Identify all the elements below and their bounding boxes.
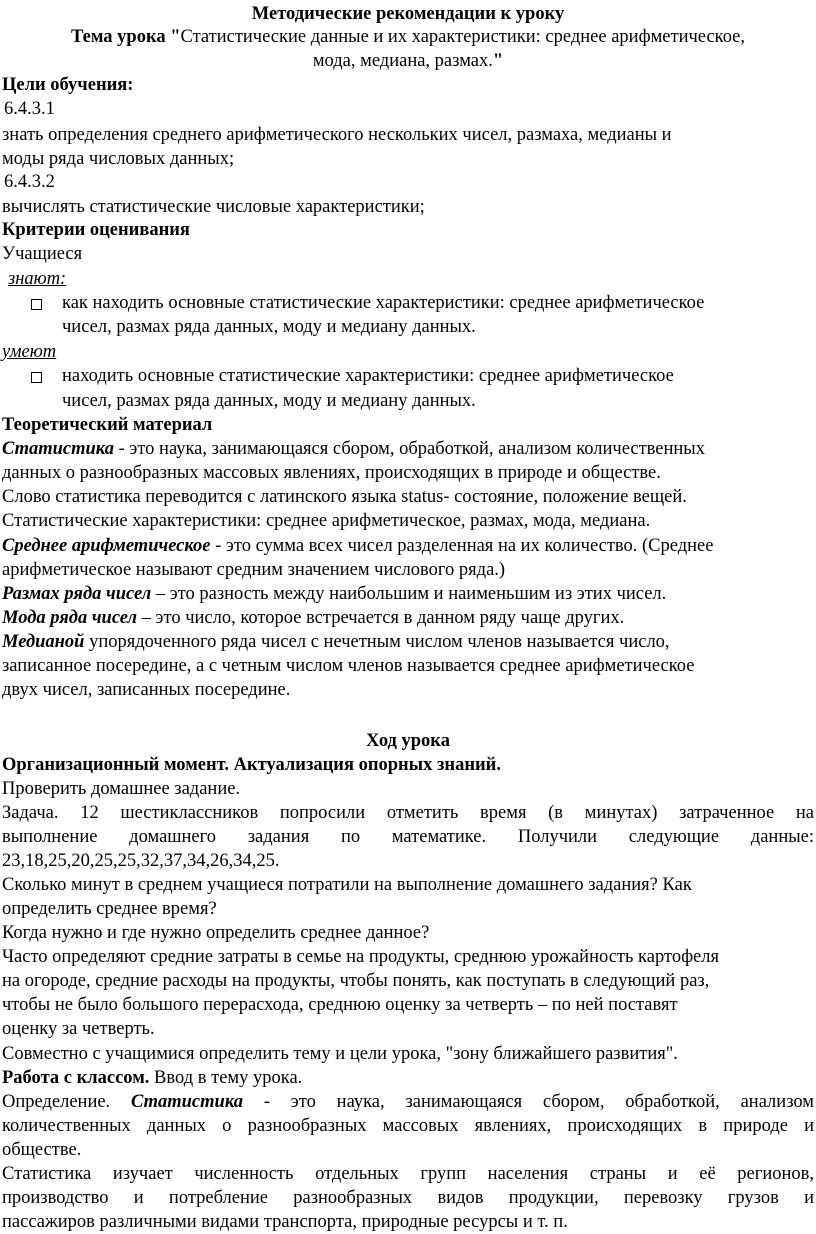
know-item-line-1: как находить основные статистические характеристики: среднее арифметическое	[62, 293, 705, 313]
characteristics-list: Статистические характеристики: среднее арифметическое, размах, мода, медиана.	[2, 511, 651, 531]
definition-line-2: количественных данных о разнообразных массовых явлениях, происходящих в природе и	[2, 1116, 814, 1136]
goal-code-1: 6.4.3.1	[4, 99, 55, 119]
document-title: Методические рекомендации к уроку	[251, 4, 565, 24]
task-line-2: выполнение домашнего задания по математике. Получили следующие данные:	[2, 827, 814, 847]
definition-text: - это наука, занимающаяся сбором, обработкой, анализом	[243, 1092, 814, 1112]
can-item-line-1: находить основные статистические характеристики: среднее арифметическое	[62, 366, 674, 386]
criteria-know-label: знают:	[8, 269, 67, 289]
lesson-topic-line-2	[0, 50, 816, 73]
median-definition-text: упорядоченного ряда чисел с нечетным числом членов называется число,	[84, 632, 670, 652]
goal-text-1-line-1: знать определения среднего арифметического нескольких чисел, размаха, медианы и	[2, 125, 672, 145]
goal-code-2: 6.4.3.2	[4, 172, 55, 192]
median-definition-line-3: двух чисел, записанных посередине.	[2, 680, 291, 700]
can-item-line-2: чисел, размах ряда данных, моду и медиану данных.	[62, 391, 476, 411]
homework-check: Проверить домашнее задание.	[2, 779, 241, 799]
bullet-square-icon	[31, 372, 42, 383]
criteria-students: Учащиеся	[2, 244, 83, 264]
topic-label: Тема урока "	[70, 27, 181, 47]
statistics-term: Статистика	[2, 439, 114, 459]
mean-term: Среднее арифметическое	[2, 536, 211, 556]
studies-line-1: Статистика изучает численность отдельных групп населения страны и её регионов,	[2, 1164, 814, 1184]
example-line-2: на огороде, средние расходы на продукты, чтобы понять, как поступать в следующий раз,	[2, 971, 710, 991]
studies-line-2: производство и потребление разнообразных видов продукции, перевозку грузов и	[2, 1188, 814, 1208]
range-term: Размах ряда чисел	[2, 584, 152, 604]
know-item-line-2: чисел, размах ряда данных, моду и медиану данных.	[62, 317, 476, 337]
task-line-1: Задача. 12 шестиклассников попросили отметить время (в минутах) затраченное на	[2, 803, 814, 823]
example-line-4: оценку за четверть.	[2, 1019, 155, 1039]
class-work	[2, 1067, 302, 1090]
class-work-text: Ввод в тему урока.	[149, 1068, 303, 1088]
goals-heading: Цели обучения:	[2, 75, 134, 95]
topic-text-1: Статистические данные и их характеристики: среднее арифметическое,	[180, 27, 746, 47]
statistics-definition-line-1	[2, 438, 705, 461]
definition-label: Определение.	[2, 1092, 132, 1112]
statistics-definition-line-2: данных о разнообразных массовых явлениях, происходящих в природе и обществе.	[2, 463, 661, 483]
statistics-definition-text: - это наука, занимающаяся сбором, обработкой, анализом количественных	[113, 439, 705, 459]
range-definition-text: – это разность между наибольшим и наименьшим из этих чисел.	[151, 584, 667, 604]
definition-line-3: обществе.	[2, 1140, 82, 1160]
mean-definition-text: - это сумма всех чисел разделенная на их количество. (Среднее	[210, 536, 714, 556]
class-work-label: Работа с классом.	[2, 1068, 150, 1088]
example-line-1: Часто определяют средние затраты в семье на продукты, среднюю урожайность картофеля	[2, 947, 720, 967]
topic-close: "	[492, 51, 504, 71]
word-origin: Слово статистика переводится с латинского языка status- состояние, положение вещей.	[2, 487, 687, 507]
theory-heading: Теоретический материал	[2, 415, 213, 435]
lesson-topic-line-1	[0, 26, 816, 49]
question-2: Когда нужно и где нужно определить среднее данное?	[2, 923, 430, 943]
mean-definition-line-1	[2, 535, 713, 558]
goal-text-2: вычислять статистические числовые характеристики;	[2, 197, 425, 217]
median-definition-line-1	[2, 631, 670, 654]
lesson-heading: Ход урока	[366, 731, 450, 751]
median-definition-line-2: записанное посередине, а с четным числом членов называется среднее арифметическое	[2, 656, 695, 676]
task-data: 23,18,25,20,25,25,32,37,34,26,34,25.	[2, 851, 280, 871]
question-1-line-2: определить среднее время?	[2, 899, 217, 919]
goal-text-1-line-2: моды ряда числовых данных;	[2, 149, 235, 169]
topic-determination: Совместно с учащимися определить тему и цели урока, "зону ближайшего развития".	[2, 1044, 678, 1064]
mean-definition-line-2: арифметическое называют средним значением числового ряда.)	[2, 560, 506, 580]
mode-definition-text: – это число, которое встречается в данном ряду чаще других.	[137, 608, 625, 628]
definition-line-1	[2, 1091, 814, 1114]
criteria-can-label: умеют	[2, 342, 57, 362]
mode-term: Мода ряда чисел	[2, 608, 138, 628]
bullet-square-icon	[31, 299, 42, 310]
mode-definition	[2, 607, 624, 630]
range-definition	[2, 583, 666, 606]
question-1-line-1: Сколько минут в среднем учащиеся потратили на выполнение домашнего задания? Как	[2, 875, 692, 895]
criteria-heading: Критерии оценивания	[2, 220, 190, 240]
topic-text-2: мода, медиана, размах.	[312, 51, 493, 71]
org-moment-heading: Организационный момент. Актуализация опорных знаний.	[2, 755, 501, 775]
studies-line-3: пассажиров различными видами транспорта, природные ресурсы и т. п.	[2, 1212, 568, 1232]
example-line-3: чтобы не было большого перерасхода, среднюю оценку за четверть – по ней поставят	[2, 995, 678, 1015]
median-term: Медианой	[2, 632, 85, 652]
definition-term: Статистика	[131, 1092, 243, 1112]
